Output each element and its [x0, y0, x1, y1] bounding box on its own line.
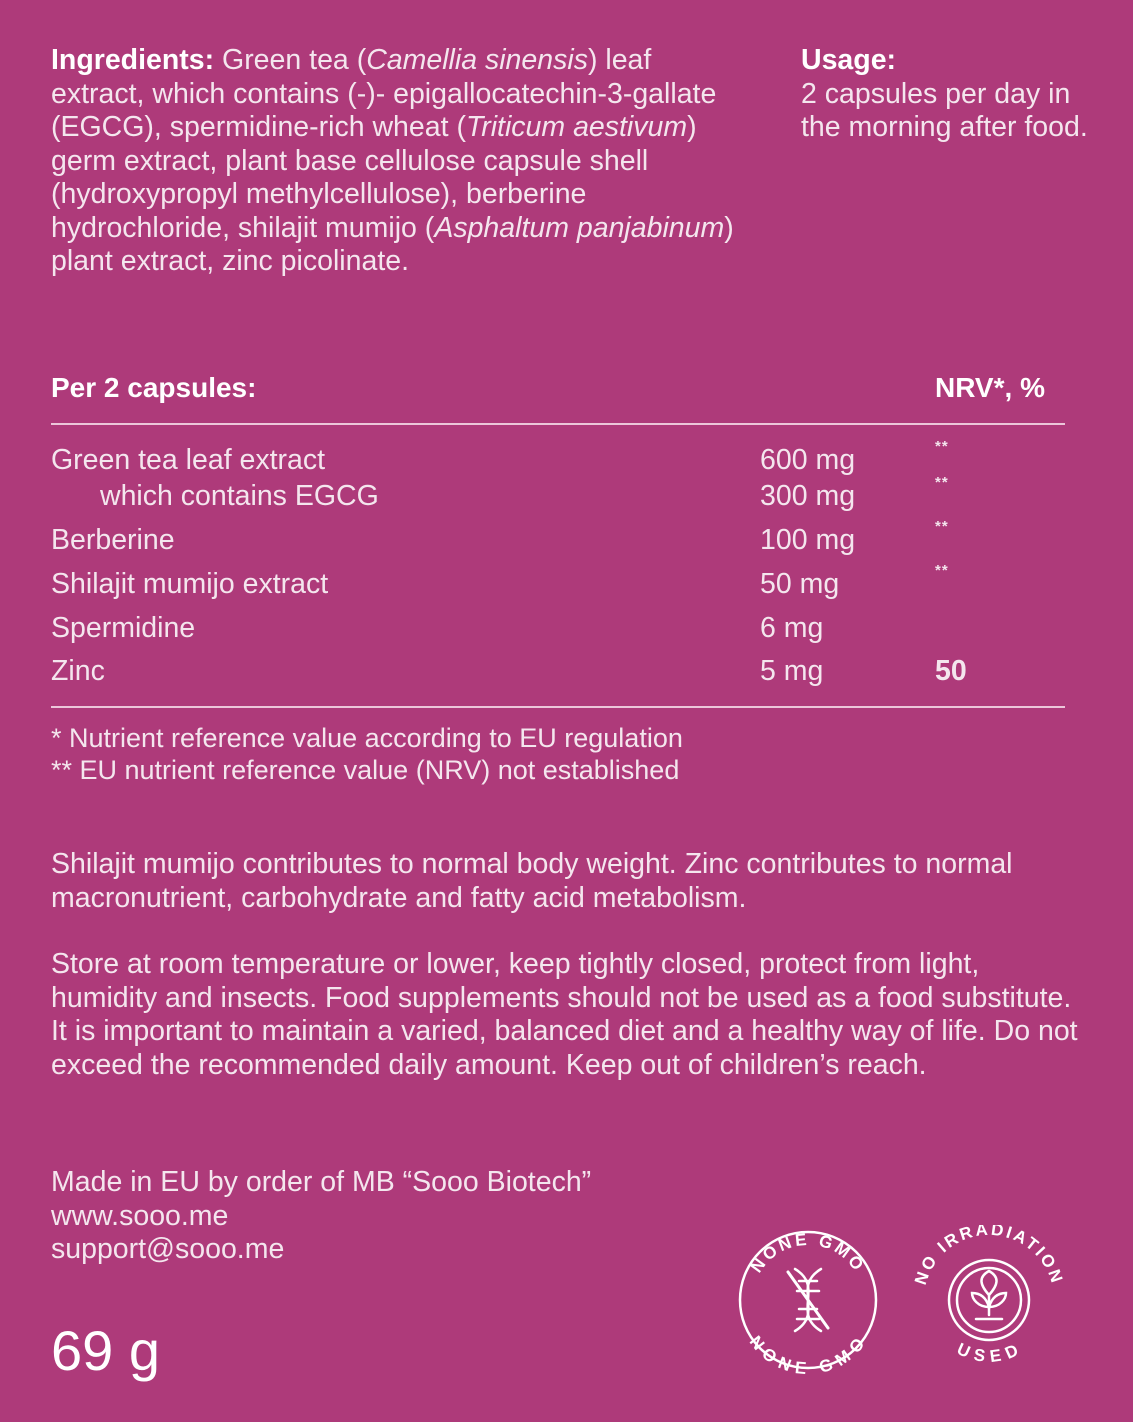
nutrition-row	[51, 518, 1065, 558]
contact-block	[51, 1166, 591, 1267]
storage-instructions: Store at room temperature or lower, keep tightly closed, protect from light, humidity and insects. Food supplements should not be used as a food substitute. It is important to maintain a varied, balanced diet and a healthy way of life. Do not exceed the recommended daily amount. Keep out of children’s reach.	[51, 948, 1078, 1081]
nutrition-row	[51, 655, 1065, 689]
svg-text:USED	[954, 1339, 1024, 1366]
nutrition-row	[51, 562, 1065, 602]
health-claims: Shilajit mumijo contributes to normal body weight. Zinc contributes to normal macronutrient, carbohydrate and fatty acid metabolism.	[51, 848, 1013, 914]
row-name: Spermidine	[51, 612, 196, 644]
row-nrv: 50	[935, 655, 967, 687]
usage-label: Usage:	[801, 44, 897, 76]
svg-text:NONE GMO	[746, 1332, 870, 1375]
row-nrv: **	[935, 562, 949, 579]
row-amount: 600 mg	[760, 444, 856, 476]
table-top-divider	[51, 423, 1065, 425]
row-name: Green tea leaf extract	[51, 444, 326, 476]
ingredients-text	[51, 44, 751, 279]
row-amount: 300 mg	[760, 480, 856, 512]
svg-text:NO IRRADIATION	[914, 1225, 1064, 1287]
row-nrv: **	[935, 518, 949, 535]
dna-icon	[788, 1269, 828, 1331]
no-irradiation-badge-graphic	[914, 1225, 1064, 1375]
row-nrv: **	[935, 474, 949, 491]
gmo-top-text: NONE GMO	[746, 1229, 870, 1277]
ingredients-latin-2: Triticum aestivum	[465, 111, 688, 143]
irradiation-bottom-text: USED	[954, 1339, 1024, 1367]
table-bottom-divider	[51, 706, 1065, 708]
gmo-bottom-text: NONE GMO	[745, 1332, 871, 1375]
row-amount: 50 mg	[760, 568, 840, 600]
row-amount: 5 mg	[760, 655, 824, 687]
ingredients-part-3: ) germ extract, plant base cellulose capsule shell (hydroxypropyl methylcellulose), berberine hydrochloride, shilajit mumijo (	[51, 111, 697, 244]
nutrition-header-left: Per 2 capsules:	[51, 372, 257, 403]
row-name: which contains EGCG	[100, 480, 379, 512]
ingredients-label: Ingredients:	[51, 44, 215, 76]
nutrition-header	[51, 372, 1065, 408]
ingredients-part-2: ) leaf extract, which contains (-)- epigallocatechin-3-gallate (EGCG), spermidine-rich wheat (	[51, 44, 717, 143]
ingredients-latin-3: Asphaltum panjabinum	[434, 211, 725, 244]
row-amount: 100 mg	[760, 524, 856, 556]
svg-text:NONE GMO	[747, 1230, 869, 1276]
manufacturer-line: Made in EU by order of MB “Sooo Biotech”	[51, 1166, 592, 1198]
row-nrv: **	[935, 438, 949, 455]
ingredients-part-4: ) plant extract, zinc picolinate.	[51, 211, 734, 277]
nutrition-header-nrv: NRV*, %	[935, 372, 1045, 403]
usage-block	[801, 44, 1101, 145]
ingredients-latin-1: Camellia sinensis	[366, 44, 588, 76]
footnote-nrv-not-established: ** EU nutrient reference value (NRV) not established	[51, 755, 680, 785]
net-weight: 69 g	[51, 1319, 160, 1382]
website-link[interactable]: www.sooo.me	[51, 1199, 229, 1232]
nutrition-row	[51, 612, 1065, 646]
irradiation-top-text: O IRRADIATIO	[917, 1225, 1061, 1274]
row-name: Berberine	[51, 524, 175, 556]
leaf-icon	[949, 1260, 1029, 1340]
row-name: Zinc	[51, 655, 105, 687]
no-irradiation-badge	[914, 1225, 1064, 1375]
support-email[interactable]: support@sooo.me	[51, 1233, 285, 1265]
row-name: Shilajit mumijo extract	[51, 568, 329, 600]
nutrition-row	[51, 474, 1065, 514]
usage-text: 2 capsules per day in the morning after food.	[801, 77, 1088, 143]
nutrition-row	[51, 438, 1065, 478]
row-amount: 6 mg	[760, 612, 824, 644]
footnote-nrv: * Nutrient reference value according to EU regulation	[51, 723, 683, 753]
none-gmo-badge-graphic	[733, 1225, 883, 1375]
ingredients-part-1: Green tea (	[214, 44, 367, 76]
none-gmo-badge	[733, 1225, 883, 1375]
